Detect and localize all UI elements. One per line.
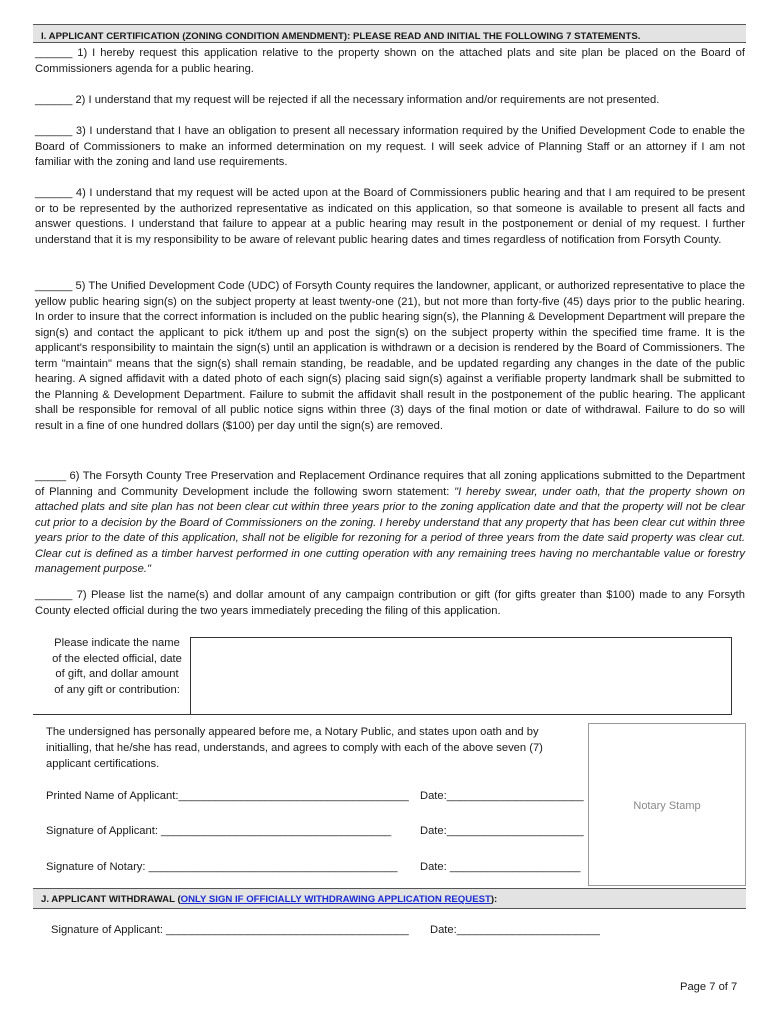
section-j-heading bbox=[33, 888, 746, 909]
withdrawal-signature-field[interactable]: Signature of Applicant: _______________________________________ bbox=[51, 924, 409, 936]
withdrawal-instruction-link[interactable]: ONLY SIGN IF OFFICIALLY WITHDRAWING APPLICATION REQUEST bbox=[180, 894, 491, 905]
gift-row-divider bbox=[33, 714, 190, 715]
section-i-heading-text: I. APPLICANT CERTIFICATION (ZONING CONDITION AMENDMENT): PLEASE READ AND INITIAL THE FOLLOWING 7 STATEMENTS. bbox=[41, 31, 641, 42]
section-j-heading-prefix: J. APPLICANT WITHDRAWAL ( bbox=[41, 894, 181, 905]
gift-contribution-label: Please indicate the name of the elected official, date of gift, and dollar amount of any gift or contribution: bbox=[52, 637, 182, 696]
statement-1: ______ 1) I hereby request this application relative to the property shown on the attached plats and site plan be placed on the Board of Commissioners agenda for a public hearing. bbox=[35, 47, 745, 75]
notary-statement: The undersigned has personally appeared before me, a Notary Public, and states upon oath and by initialling, that he/she has read, understands, and agrees to comply with each of the above seven (7) applicant certifications. bbox=[46, 726, 543, 770]
printed-name-date-field[interactable]: Date:______________________ bbox=[420, 790, 584, 802]
statement-3: ______ 3) I understand that I have an obligation to present all necessary information required by the Unified Development Code to enable the Board of Commissioners to make an informed determination on my request. I will seek advice of Planning Staff or an attorney if I am not familiar with the zoning and land use requirements. bbox=[35, 125, 745, 168]
section-j-heading-suffix: ): bbox=[490, 894, 498, 905]
statement-6-text: _____ 6) The Forsyth County Tree Preservation and Replacement Ordinance requires that all zoning applications submitted to the Department of Planning and Community Development include the following sworn statement: bbox=[35, 470, 745, 498]
applicant-signature-field[interactable]: Signature of Applicant: _____________________________________ bbox=[46, 825, 392, 837]
withdrawal-date-field[interactable]: Date:_______________________ bbox=[430, 924, 600, 936]
statement-7: ______ 7) Please list the name(s) and dollar amount of any campaign contribution or gift (for gifts greater than $100) made to any Forsyth County elected official during the two years immediately preceding the filing of this application. bbox=[35, 589, 745, 617]
notary-signature-field[interactable]: Signature of Notary: ________________________________________ bbox=[46, 861, 398, 873]
statement-2: ______ 2) I understand that my request will be rejected if all the necessary information and/or requirements are not presented. bbox=[35, 94, 660, 106]
statement-6-sworn-statement: "I hereby swear, under oath, that the property shown on attached plats and site plan has not been clear cut within three years prior to the zoning application date and that the property will not be clear cut prior to a decision by the Board of Commissioners on the zoning. I hereby understand that any property that has been clear cut within three years prior to the date of this application, shall not be eligible for rezoning for a period of three years from the date said property was clear cut. Clear cut is defined as a timber harvest performed in one cutting operation with any remaining trees having no merchantable value or forestry management purpose." bbox=[35, 485, 745, 575]
gift-contribution-field[interactable] bbox=[190, 637, 732, 715]
section-i-heading bbox=[33, 24, 746, 43]
statement-6 bbox=[35, 469, 745, 578]
printed-name-field[interactable]: Printed Name of Applicant:_____________________________________ bbox=[46, 790, 409, 802]
page-number: Page 7 of 7 bbox=[680, 981, 738, 993]
notary-stamp-box bbox=[588, 723, 746, 886]
notary-stamp-label: Notary Stamp bbox=[633, 800, 701, 812]
statement-4: ______ 4) I understand that my request will be acted upon at the Board of Commissioners public hearing and that I am required to be present or to be represented by the authorized representative as indicated on this application, so that someone is available to present all facts and answer questions. I understand that failure to appear at a public hearing may result in the postponement or denial of my request. I further understand that it is my responsibility to be aware of relevant public hearing dates and times regardless of notification from Forsyth County. bbox=[35, 187, 745, 246]
applicant-signature-date-field[interactable]: Date:______________________ bbox=[420, 825, 584, 837]
statement-5: ______ 5) The Unified Development Code (UDC) of Forsyth County requires the landowner, applicant, or authorized representative to place the yellow public hearing sign(s) on the subject property at least twenty-one (21), but not more than forty-five (45) days prior to the public hearing. In order to insure that the correct information is included on the public hearing sign(s), the Planning & Development Department will prepare the sign(s) and contact the applicant to pick it/them up and post the sign(s) on the subject property within the specified time frame. It is the applicant's responsibility to maintain the sign(s) until an application is withdrawn or a decision is rendered by the Board of Commissioners. The term "maintain" means that the sign(s) shall remain standing, be readable, and be updated regarding any changes in the date of the public hearing. A signed affidavit with a dated photo of each sign(s) placing said sign(s) against a verifiable property landmark shall be submitted to the Planning & Development Department. Failure to submit the affidavit shall result in the postponement of the public hearing. The applicant shall be responsible for removal of all public notice signs within three (3) days of the final motion or date of withdrawal. Failure to do so will result in a fine of one hundred dollars ($100) per day until the sign(s) are removed. bbox=[35, 280, 745, 432]
notary-signature-date-field[interactable]: Date: _____________________ bbox=[420, 861, 581, 873]
